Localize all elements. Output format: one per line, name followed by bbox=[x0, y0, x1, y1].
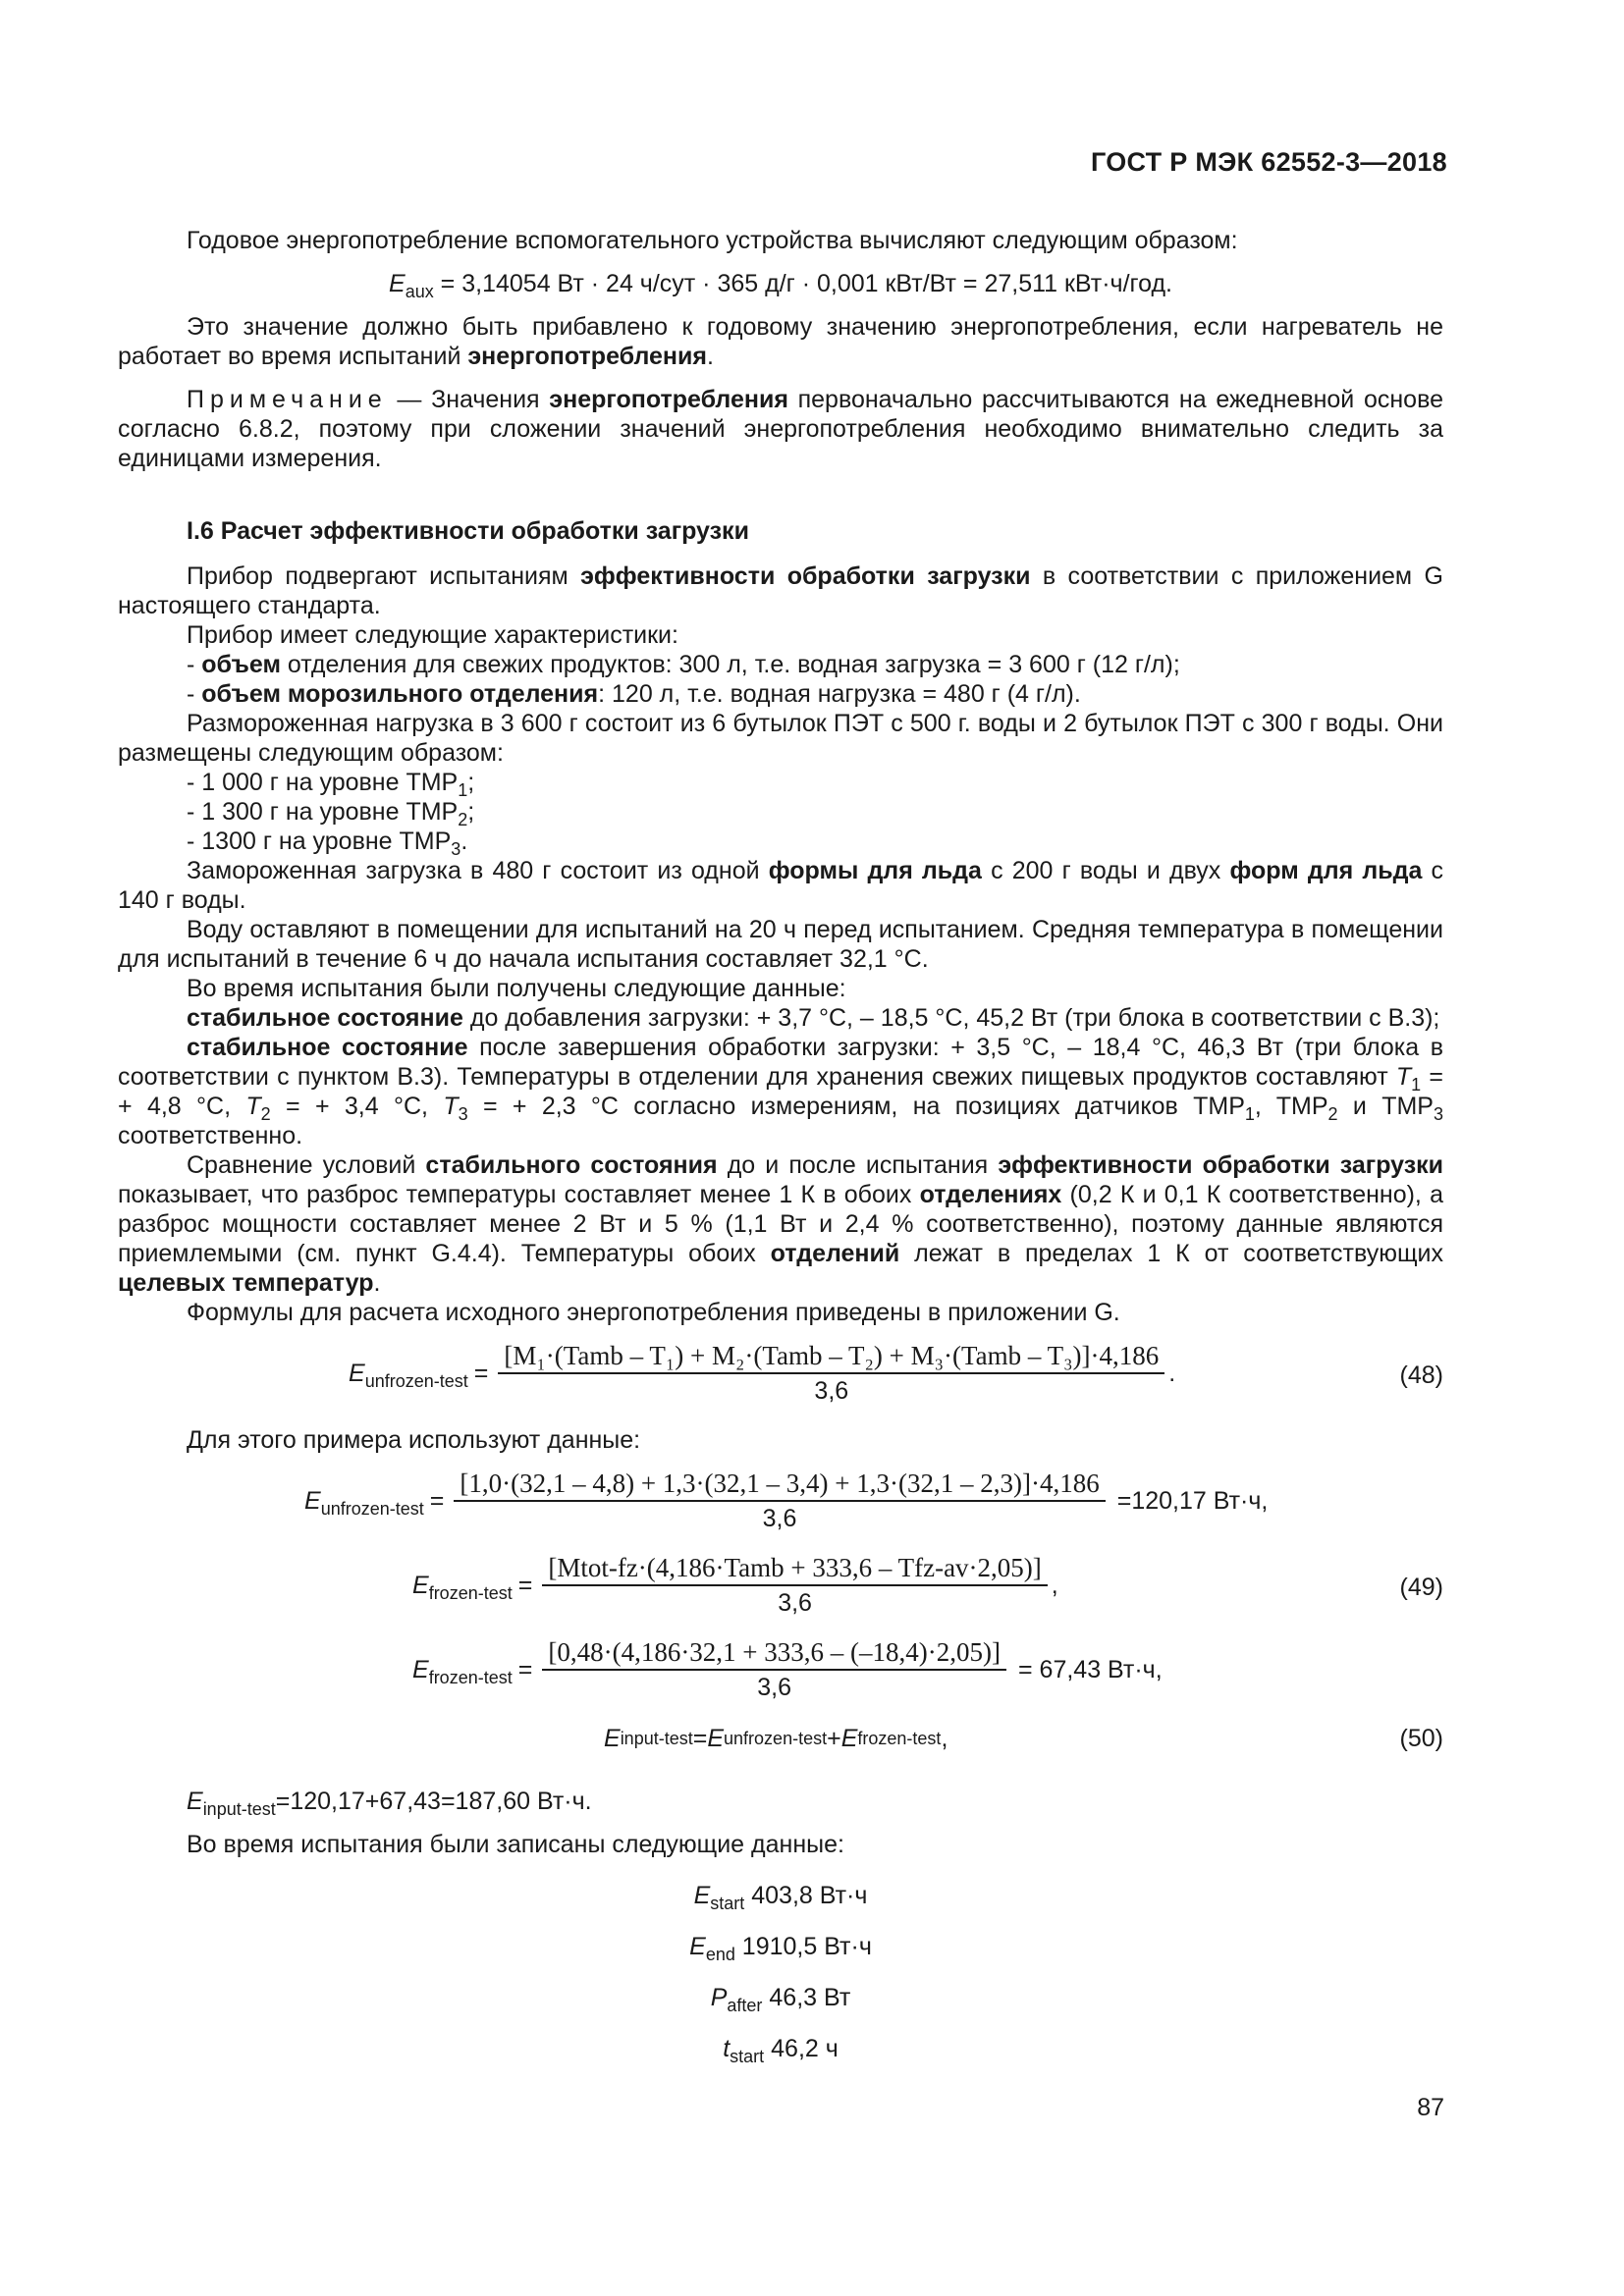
paragraph: Для этого примера используют данные: bbox=[187, 1426, 641, 1454]
record-item: $E_{end}$ 1910,5 Вт·ч bbox=[689, 1933, 872, 1964]
paragraph: Размороженная нагрузка в 3 600 г состоит из 6 бутылок ПЭТ с 500 г. воды и 2 бутылок ПЭТ с 300 г воды. Они размещены следующим образом: bbox=[118, 710, 1443, 767]
paragraph: Годовое энергопотребление вспомогательного устройства вычисляют следующим образом: bbox=[187, 227, 1238, 254]
equation-number: (48) bbox=[1399, 1362, 1443, 1389]
formula-48-numerator: [M₁·(Tamb – T₁) + M₂·(Tamb – T₂) + M₃·(Tamb – T₃)]·4,186 bbox=[498, 1341, 1164, 1374]
formula-49-example-numerator: [0,48·(4,186·32,1 + 333,6 – (–18,4)·2,05)] bbox=[542, 1637, 1006, 1671]
list-item: - 1 300 г на уровне $TMP_2$; bbox=[187, 798, 475, 829]
record-item: $t_{start}$ 46,2 ч bbox=[723, 2035, 839, 2066]
paragraph: Прибор подвергают испытаниям эффективности обработки загрузки в соответствии с приложением G настоящего стандарта. bbox=[118, 562, 1443, 619]
note-label: Примечание bbox=[187, 386, 388, 413]
paragraph: Это значение должно быть прибавлено к годовому значению энергопотребления, если нагреватель не работает во время испытаний энергопотребления. bbox=[118, 313, 1443, 370]
list-item: - 1300 г на уровне $TMP_3$. bbox=[187, 828, 468, 859]
formula-aux: $E_{aux} = 3,14054$ Вт · 24 ч/сут · 365 д/г · 0,001 кВт/Вт = 27,511 кВт·ч/год. bbox=[389, 270, 1172, 301]
paragraph: Замороженная загрузка в 480 г состоит из одной формы для льда с 200 г воды и двух форм для льда с 140 г воды. bbox=[118, 857, 1443, 914]
formula-49-example: $E_{frozen-test}$ = $\frac{[0,48\cdot(4,186\cdot 32,1 + 333,6 - (-18,4)\cdot 2,05)]}{3,6}$ = 67,43 Вт·ч, bbox=[412, 1637, 1163, 1701]
formula-48: $E_{unfrozen-test}$ = $\frac{\text{[M₁·(Tamb – T₁) + M₂·(Tamb – T₂) + M₃·(Tamb – T₃)]·4,186}}{3,6}$ . (48) bbox=[349, 1341, 1443, 1405]
note: Примечание — Значения энергопотребления первоначально рассчитываются на ежедневной основе согласно 6.8.2, поэтому при сложении значений энергопотребления необходимо внимательно следить за единицами измерения. bbox=[118, 386, 1443, 472]
record-item: $P_{after}$ 46,3 Вт bbox=[710, 1984, 851, 2015]
page-content bbox=[118, 226, 1444, 2066]
formula-48-example-numerator: [1,0·(32,1 – 4,8) + 1,3·(32,1 – 3,4) + 1,3·(32,1 – 2,3)]·4,186 bbox=[454, 1468, 1105, 1502]
paragraph: $E_{input-test}=120,17+67,43=187,60$ Вт·ч. bbox=[187, 1788, 592, 1819]
paragraph: Во время испытания были записаны следующие данные: bbox=[187, 1831, 844, 1858]
paragraph: Воду оставляют в помещении для испытаний на 20 ч перед испытанием. Средняя температура в помещении для испытаний в течение 6 ч до начала испытания составляет 32,1 °С. bbox=[118, 916, 1443, 973]
paragraph: Во время испытания были получены следующие данные: bbox=[187, 975, 846, 1002]
record-item: $E_{start}$ 403,8 Вт·ч bbox=[693, 1882, 868, 1913]
formula-48-example: $E_{unfrozen-test}$ = [1,0·(32,1 – 4,8) + 1,3·(32,1 – 3,4) + 1,3·(32,1 – 2,3)]·4,186 3,6 =120,17 Вт·ч, bbox=[304, 1468, 1269, 1532]
list-item: - объем отделения для свежих продуктов: 300 л, т.е. водная загрузка = 3 600 г (12 г/л); bbox=[187, 651, 1180, 678]
section-title: I.6 Расчет эффективности обработки загрузки bbox=[187, 517, 749, 545]
equation-number: (50) bbox=[1399, 1725, 1443, 1752]
paragraph: Сравнение условий стабильного состояния до и после испытания эффективности обработки загрузки показывает, что разброс температуры составляет менее 1 К в обоих отделениях (0,2 К и 0,1 К соответственно), а разброс мощности составляет менее 2 Вт и 5 % (1,1 Вт и 2,4 % соответственно), поэтому данные являются приемлемыми (см. пункт G.4.4). Температуры обоих отделений лежат в пределах 1 К от соответствующих целевых температур. bbox=[118, 1151, 1444, 1297]
page-number: 87 bbox=[1417, 2094, 1444, 2121]
formula-50: E input-test = E unfrozen-test + E frozen-test , (50) bbox=[604, 1725, 1443, 1752]
document-header: ГОСТ Р МЭК 62552-3—2018 bbox=[1090, 147, 1447, 177]
paragraph: стабильное состояние до добавления загрузки: + 3,7 °С, – 18,5 °С, 45,2 Вт (три блока в соответствии с В.3); bbox=[187, 1004, 1440, 1032]
formula-49-numerator: [Mtot-fz·(4,186·Tamb + 333,6 – Tfz-av·2,05)] bbox=[542, 1553, 1047, 1586]
list-item: - 1 000 г на уровне $TMP_1$; bbox=[187, 769, 475, 800]
paragraph: Формулы для расчета исходного энергопотребления приведены в приложении G. bbox=[187, 1299, 1120, 1326]
paragraph: стабильное состояние после завершения обработки загрузки: + 3,5 °С, – 18,4 °С, 46,3 Вт (три блока в соответствии с пунктом В.3). Температуры в отделении для хранения свежих пищевых продуктов составляют $T_1$ = + 4,8 °С, $T_2$ = + 3,4 °С, $T_3$ = + 2,3 °С согласно измерениям, на позициях датчиков $TMP_1$, $TMP_2$ и $TMP_3$ соответственно. bbox=[118, 1034, 1444, 1149]
paragraph: Прибор имеет следующие характеристики: bbox=[187, 621, 678, 649]
formula-49: $E_{frozen-test}$ = $\frac{\text{[Mtot-fz·(4,186·Tamb + 333,6 – Tfz-av·2,05)]}}{3,6}$ , (49) bbox=[412, 1553, 1443, 1617]
recorded-data-list bbox=[118, 1881, 1443, 2066]
equation-number: (49) bbox=[1399, 1574, 1443, 1601]
list-item: - объем морозильного отделения: 120 л, т.е. водная нагрузка = 480 г (4 г/л). bbox=[187, 680, 1081, 708]
